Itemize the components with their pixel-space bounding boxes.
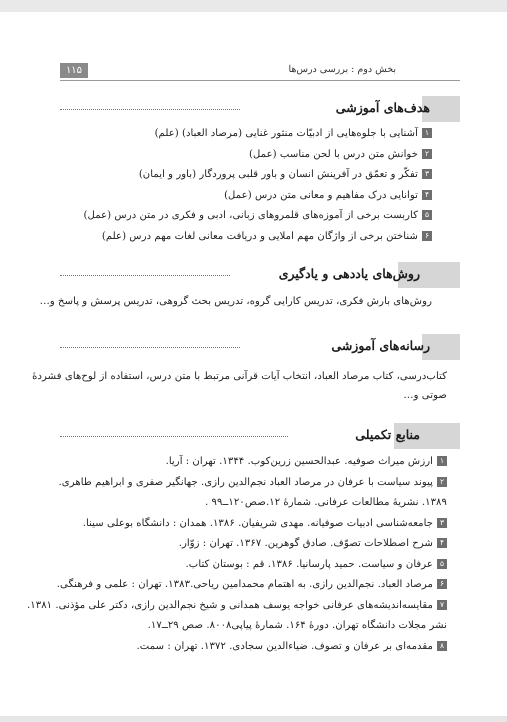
source-item-continued bbox=[27, 620, 447, 641]
goal-text: آشنایی با جلوه‌هایی از ادبیّات منثور غنایی (مرصاد العباد) (علم) bbox=[154, 128, 418, 139]
sources-heading bbox=[60, 423, 460, 449]
running-header bbox=[60, 64, 460, 78]
methods-title: روش‌های یاددهی و یادگیری bbox=[278, 266, 420, 281]
goal-item bbox=[84, 190, 432, 211]
number-badge: ۷ bbox=[437, 600, 447, 610]
media-title: رسانه‌های آموزشی bbox=[331, 338, 430, 353]
heading-dotted-rule bbox=[60, 347, 240, 348]
number-badge: ۵ bbox=[437, 559, 447, 569]
header-rule bbox=[60, 80, 460, 81]
source-item bbox=[27, 538, 447, 559]
number-badge: ۲ bbox=[437, 477, 447, 487]
source-text: ۱۳۸۹. نشریهٔ مطالعات عرفانی. شمارهٔ ۱۲.صص۱۲۰ــ۹۹ . bbox=[205, 497, 447, 508]
goal-text: توانایی درک مفاهیم و معانی متن درس (عمل) bbox=[224, 189, 418, 201]
sources-title: منابع تکمیلی bbox=[355, 427, 420, 442]
goal-text: کاربست برخی از آموزه‌های قلمروهای زبانی، ادبی و فکری در متن درس (عمل) bbox=[83, 210, 418, 222]
source-item bbox=[27, 579, 447, 600]
goal-text: خوانش متن درس با لحن مناسب (عمل) bbox=[248, 148, 418, 160]
page-number: ۱۱۵ bbox=[60, 63, 88, 78]
bottom-band bbox=[0, 716, 507, 722]
number-badge: ۳ bbox=[422, 169, 432, 179]
heading-dotted-rule bbox=[60, 436, 288, 437]
heading-dotted-rule bbox=[60, 275, 230, 276]
source-item bbox=[27, 518, 447, 539]
number-badge: ۱ bbox=[437, 456, 447, 466]
source-text: مرصاد العباد. نجم‌الدین رازی. به اهتمام محمدامین ریاحی.۱۳۸۳. تهران : علمی و فرهنگی. bbox=[56, 579, 433, 590]
media-line: صوتی و… bbox=[403, 390, 447, 401]
source-text: عرفان و سیاست. حمید پارسانیا. ۱۳۸۶. قم : بوستان کتاب. bbox=[185, 558, 433, 570]
number-badge: ۶ bbox=[437, 579, 447, 589]
source-item bbox=[27, 456, 447, 477]
goal-text: تفکّر و تعمّق در آفرینش انسان و باور قلبی پروردگار (باور و ایمان) bbox=[138, 169, 418, 181]
source-text: پیوند سیاست با عرفان در مرصاد العباد نجم‌الدین رازی. جهانگیر صفری و ابراهیم طاهری. bbox=[58, 476, 433, 488]
goals-heading bbox=[60, 96, 460, 122]
number-badge: ۴ bbox=[437, 538, 447, 548]
goal-text: شناختن برخی از واژگان مهم املایی و دریافت معانی لغات مهم درس (علم) bbox=[101, 230, 418, 242]
goal-item bbox=[84, 210, 432, 231]
heading-dotted-rule bbox=[60, 109, 240, 110]
source-text: ارزش میراث صوفیه. عبدالحسین زرین‌کوب. ۱۳۴۴. تهران : آریا. bbox=[165, 456, 433, 467]
goals-list bbox=[84, 128, 432, 252]
goal-item bbox=[84, 231, 432, 252]
source-text: مقدمه‌ای بر عرفان و تصوف. ضیاءالدین سجادی. ۱۳۷۲. تهران : سمت. bbox=[136, 640, 433, 652]
methods-text: روش‌های بارش فکری، تدریس کارایی گروه، تدریس بحث گروهی، تدریس پرسش و پاسخ و… bbox=[39, 296, 432, 307]
number-badge: ۶ bbox=[422, 231, 432, 241]
sources-list bbox=[27, 456, 447, 661]
number-badge: ۴ bbox=[422, 190, 432, 200]
methods-heading bbox=[60, 262, 460, 288]
source-text: نشر مجلات دانشگاه تهران. دورهٔ ۱۶۴. شمارهٔ پیاپی۸۰۰۸. صص ۲۹ــ۱۷. bbox=[147, 620, 447, 631]
goals-title: هدف‌های آموزشی bbox=[335, 100, 430, 115]
running-header-label: بخش دوم : بررسی درس‌ها bbox=[288, 64, 396, 75]
media-line: کتاب‌درسی، کتاب مرصاد العباد، انتخاب آیات قرآنی مرتبط با متن درس، استفاده از لوح‌های فشردهٔ bbox=[32, 371, 447, 382]
goal-item bbox=[84, 169, 432, 190]
source-item bbox=[27, 559, 447, 580]
number-badge: ۲ bbox=[422, 149, 432, 159]
top-band bbox=[0, 0, 507, 12]
source-item-continued bbox=[27, 497, 447, 518]
number-badge: ۳ bbox=[437, 518, 447, 528]
source-item bbox=[27, 641, 447, 662]
number-badge: ۵ bbox=[422, 210, 432, 220]
goal-item bbox=[84, 128, 432, 149]
source-item bbox=[27, 600, 447, 621]
number-badge: ۱ bbox=[422, 128, 432, 138]
source-text: جامعه‌شناسی ادبیات صوفیانه. مهدی شریفیان. ۱۳۸۶. همدان : دانشگاه بوعلی سینا. bbox=[82, 517, 433, 529]
goal-item bbox=[84, 149, 432, 170]
source-item bbox=[27, 477, 447, 498]
media-text bbox=[32, 367, 447, 405]
number-badge: ۸ bbox=[437, 641, 447, 651]
media-heading bbox=[60, 334, 460, 360]
source-text: شرح اصطلاحات تصوّف. صادق گوهرین. ۱۳۶۷. تهران : زوّار. bbox=[178, 538, 433, 549]
source-text: مقایسه‌اندیشه‌های عرفانی خواجه یوسف همدانی و شیخ نجم‌الدین رازی، دکتر علی مؤذنی. ۱۳۸۱. bbox=[27, 599, 433, 611]
